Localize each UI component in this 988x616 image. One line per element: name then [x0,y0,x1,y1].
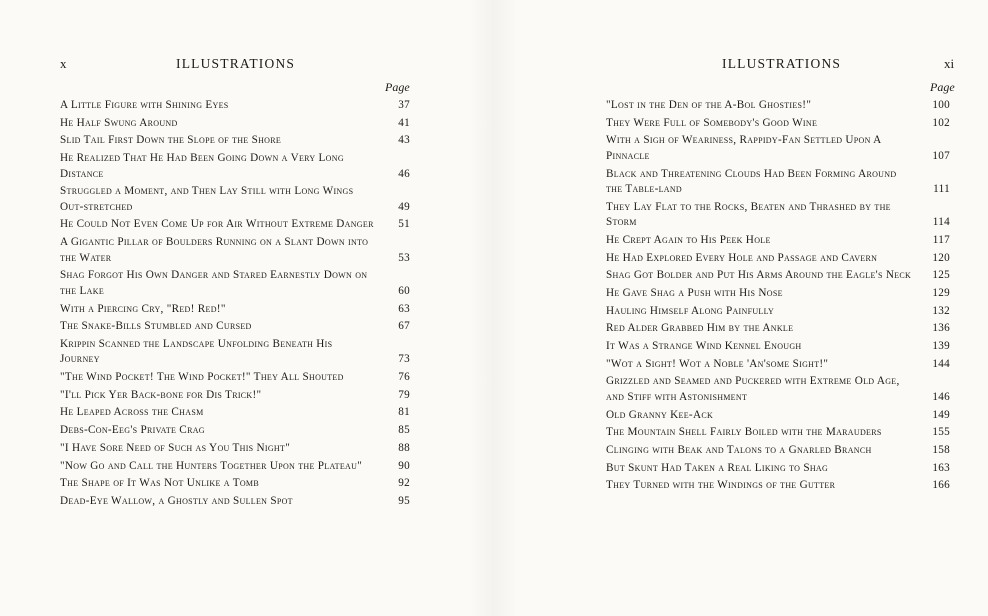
page-column-label: Page [385,80,410,94]
illustration-page-number: 49 [398,200,410,213]
illustration-entry [606,478,950,494]
illustration-page-number: 129 [932,287,950,299]
illustration-page-number: 67 [398,320,410,333]
illustration-page-number: 53 [398,251,410,264]
illustration-title: Black and Threatening Clouds Had Been Forming Around the Table-land [606,167,897,196]
illustration-entry [606,200,950,231]
illustration-page-number: 139 [932,340,950,353]
illustration-title: Grizzled and Seamed and Puckered with Extreme Old Age, and Stiff with Astonishment [606,375,900,403]
illustration-entry [60,116,410,132]
illustration-page-number: 60 [398,284,410,297]
illustration-entry [60,423,410,439]
illustration-page-number: 136 [932,322,950,335]
illustration-page-number: 100 [932,99,950,111]
illustration-page-number: 125 [932,269,950,282]
illustration-title: He Gave Shag a Push with His Nose [606,287,783,299]
illustration-title: They Lay Flat to the Rocks, Beaten and Thrashed by the Storm [606,200,891,229]
page-title: ILLUSTRATIONS [176,56,296,71]
illustration-title: Krippin Scanned the Landscape Unfolding Beneath His Journey [60,337,333,366]
illustration-page-number: 149 [932,408,950,421]
page-number: x [60,56,67,71]
illustration-title: "Now Go and Call the Hunters Together Upon the Plateau" [60,459,363,472]
illustration-entry [60,476,410,492]
illustration-page-number: 76 [398,371,410,384]
illustration-page-number: 102 [932,116,950,129]
illustrations-list [60,98,410,512]
illustration-page-number: 51 [398,218,410,231]
illustration-entry [60,441,410,457]
illustration-page-number: 132 [932,304,950,317]
illustration-page-number: 166 [932,479,950,492]
illustration-entry [60,319,410,335]
illustration-entry [606,116,950,132]
illustration-entry [60,459,410,475]
illustration-page-number: 114 [932,216,950,229]
illustration-title: They Were Full of Somebody's Good Wine [606,116,818,129]
illustration-entry [606,251,950,267]
illustration-page-number: 37 [398,99,410,111]
illustration-entry [60,405,410,421]
illustration-title: The Mountain Shell Fairly Boiled with the Marauders [606,426,882,439]
illustration-title: He Realized That He Had Been Going Down a Very Long Distance [60,152,344,180]
illustration-page-number: 88 [398,441,410,454]
illustration-title: Old Granny Kee-Ack [606,408,714,421]
illustration-entry [60,388,410,404]
illustration-page-number: 73 [398,353,410,366]
illustration-entry [60,370,410,386]
illustration-title: They Turned with the Windings of the Gutter [606,479,836,492]
illustration-page-number: 95 [398,494,410,507]
illustration-title: Shag Forgot His Own Danger and Stared Earnestly Down on the Lake [60,269,368,297]
illustration-entry [60,302,410,318]
illustration-title: He Crept Again to His Peek Hole [606,233,771,246]
illustration-title: "I'll Pick Yer Back-bone for Dis Trick!" [60,388,262,401]
illustration-entry [606,461,950,477]
illustration-entry [60,133,410,149]
illustration-entry [60,494,410,510]
illustration-entry [60,184,410,215]
illustration-entry [606,167,950,198]
illustration-title: The Snake-Bills Stumbled and Cursed [60,320,252,333]
illustration-title: Clinging with Beak and Talons to a Gnarled Branch [606,444,872,456]
illustration-entry [606,425,950,441]
illustration-page-number: 144 [932,357,950,370]
illustration-entry [606,233,950,249]
illustration-entry [60,337,410,368]
illustration-entry [606,321,950,337]
illustration-page-number: 90 [398,459,410,472]
illustration-page-number: 79 [398,388,410,401]
illustration-title: "The Wind Pocket! The Wind Pocket!" They All Shouted [60,371,344,384]
illustration-title: He Half Swung Around [60,116,178,129]
page-number: xi [944,56,955,71]
illustration-title: Debs-Con-Eeg's Private Crag [60,424,205,437]
illustration-entry [606,98,950,114]
illustration-title: With a Sigh of Weariness, Rappidy-Fan Settled Upon A Pinnacle [606,134,881,162]
illustration-title: Struggled a Moment, and Then Lay Still with Long Wings Out-stretched [60,185,354,213]
illustration-title: Red Alder Grabbed Him by the Ankle [606,322,794,335]
illustration-entry [60,235,410,266]
illustration-title: He Had Explored Every Hole and Passage and Cavern [606,251,878,264]
illustration-page-number: 46 [398,167,410,180]
illustration-title: The Shape of It Was Not Unlike a Tomb [60,477,259,490]
illustration-title: "I Have Sore Need of Such as You This Night" [60,441,291,454]
illustration-page-number: 85 [398,424,410,437]
illustration-page-number: 107 [932,149,950,162]
illustration-title: A Gigantic Pillar of Boulders Running on a Slant Down into the Water [60,236,369,264]
illustration-entry [606,357,950,373]
illustration-entry [606,304,950,320]
page-column-label: Page [930,80,955,94]
illustration-page-number: 111 [933,183,950,196]
illustration-entry [606,443,950,459]
illustration-entry [606,339,950,355]
illustration-page-number: 63 [398,302,410,315]
illustration-title: He Could Not Even Come Up for Air Without Extreme Danger [60,218,374,231]
illustration-page-number: 117 [932,233,950,246]
illustration-page-number: 163 [932,461,950,474]
illustration-title: With a Piercing Cry, "Red! Red!" [60,302,226,315]
illustration-title: But Skunt Had Taken a Real Liking to Shag [606,461,829,474]
right-page [494,0,988,616]
illustration-title: A Little Figure with Shining Eyes [60,99,229,111]
illustration-page-number: 146 [932,390,950,403]
illustration-page-number: 43 [398,134,410,147]
illustration-entry [606,268,950,284]
illustration-title: "Lost in the Den of the A-Bol Ghosties!" [606,99,812,111]
illustration-entry [606,286,950,302]
illustration-title: Shag Got Bolder and Put His Arms Around the Eagle's Neck [606,269,912,282]
illustration-entry [606,408,950,424]
illustration-entry [60,98,410,114]
illustration-page-number: 120 [932,251,950,264]
illustrations-list [606,98,950,496]
illustration-entry [606,133,950,164]
illustration-page-number: 92 [398,477,410,490]
illustration-entry [606,374,950,405]
page-title: ILLUSTRATIONS [722,56,842,71]
illustration-title: "Wot a Sight! Wot a Noble 'An'some Sight!" [606,357,829,370]
illustration-title: Dead-Eye Wallow, a Ghostly and Sullen Spot [60,494,293,507]
illustration-title: Hauling Himself Along Painfully [606,304,775,317]
illustration-page-number: 81 [398,406,410,419]
illustration-page-number: 155 [932,426,950,439]
illustration-title: Slid Tail First Down the Slope of the Shore [60,134,282,147]
illustration-page-number: 158 [932,444,950,456]
illustration-page-number: 41 [398,116,410,129]
illustration-title: He Leaped Across the Chasm [60,406,204,419]
illustration-entry [60,151,410,182]
illustration-title: It Was a Strange Wind Kennel Enough [606,340,802,353]
illustration-entry [60,217,410,233]
illustration-entry [60,268,410,299]
